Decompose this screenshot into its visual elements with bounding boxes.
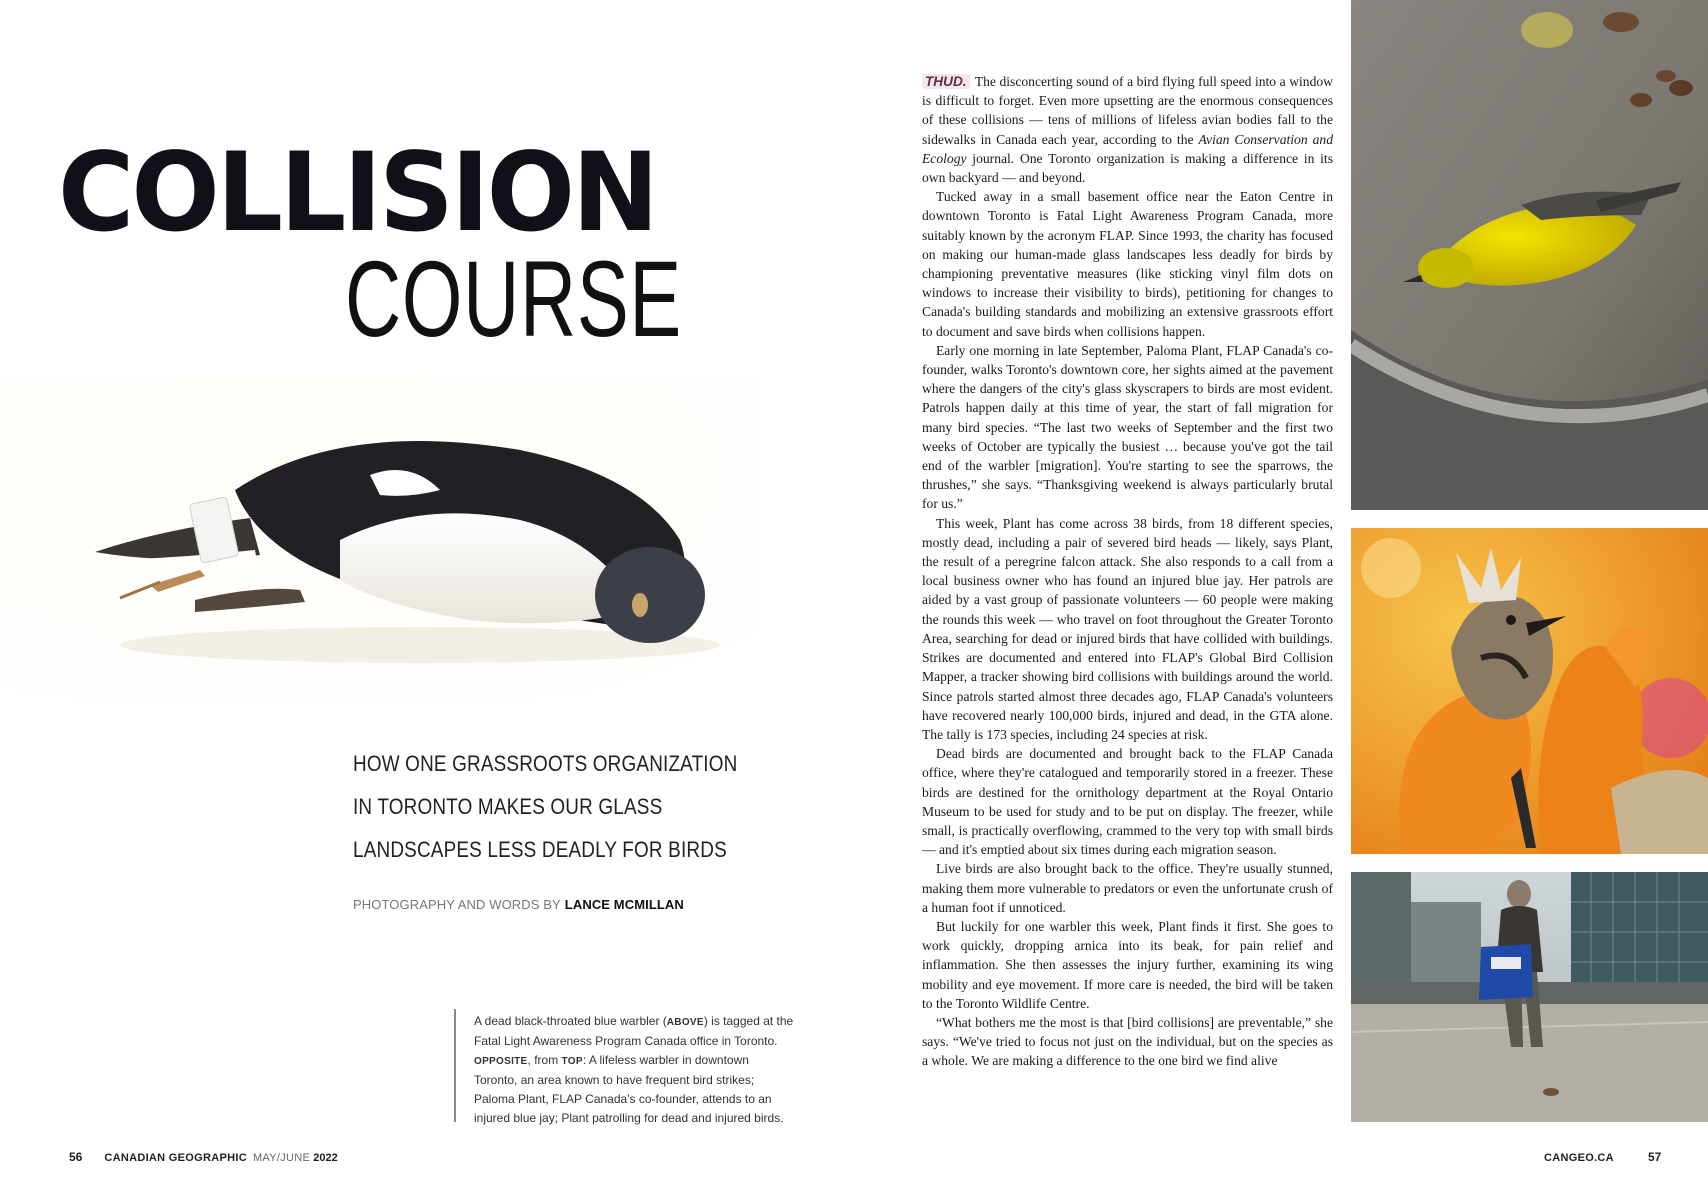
article-paragraph: Live birds are also brought back to the office. They're usually stunned, making them more vulnerable to predators or even the unfortunate crush of a human foot if unnoticed.: [922, 861, 1333, 915]
byline-prefix: PHOTOGRAPHY AND WORDS BY: [353, 897, 561, 912]
journal-title: Avian Conservation and Ecology: [922, 131, 1333, 166]
subtitle-line: HOW ONE GRASSROOTS ORGANIZATION: [353, 751, 738, 776]
article-paragraph: Tucked away in a small basement office near the Eaton Centre in downtown Toronto is Fatal Light Awareness Program Canada, more suitably known by the acronym FLAP. Since 1993, the charity has focused on making our human-made glass landscapes less deadly for birds by championing preventative measures (like sticking vinyl film dots on windows to increase their visibility to birds), petitioning for changes to Canada's building standards and mobilizing an extensive grassroots effort to document and save birds when collisions happen.: [922, 189, 1333, 339]
byline: [353, 897, 684, 912]
caption-direction: ABOVE: [666, 1017, 704, 1028]
headline-line-1: COLLISION: [58, 127, 657, 257]
article-paragraph: Dead birds are documented and brought back to the FLAP Canada office, where they're catalogued and temporarily stored in a freezer. These birds are destined for the ornithology department at the Royal Ontario Museum to be used for study and to be put on display. The freezer, while small, is practically overflowing, crammed to the very top with small birds — and it's emptied about six times during each migration season.: [922, 746, 1333, 858]
page-number: 56: [69, 1150, 83, 1164]
folio-left: [69, 1150, 338, 1164]
caption-text: ) is tagged at the Fatal Light Awareness Program Canada office in Toronto.: [474, 1014, 794, 1048]
caption-direction: TOP: [561, 1056, 583, 1067]
paragraph-text: The disconcerting sound of a bird flying full speed into a window is difficult to forget. Even more upsetting are the enormous consequences of these collisions — tens of millions of lifeless avian bodies fall to the sidewalks in Canada each year, according to the: [922, 74, 1333, 147]
magazine-name: CANADIAN GEOGRAPHIC: [104, 1152, 247, 1164]
subtitle: [353, 742, 773, 871]
article-paragraph: But luckily for one warbler this week, Plant finds it first. She goes to work quickly, dropping arnica into its beak, for pain relief and inflammation. She then assesses the injury further, examining its wing mobility and eye movement. If more care is needed, the bird will be taken to the Toronto Wildlife Centre.: [922, 918, 1333, 1011]
photo-caption: [474, 1012, 794, 1128]
article-body: [922, 72, 1333, 1130]
caption-text: A dead black-throated blue warbler (: [474, 1014, 667, 1028]
caption-text: , from: [527, 1053, 562, 1067]
website: CANGEO.CA: [1544, 1152, 1614, 1164]
article-paragraph: “What bothers me the most is that [bird collisions] are preventable,” she says. “We've tried to focus not just on the individual, but on the species as a whole. We are making a difference to the one bird we find alive: [922, 1014, 1333, 1069]
folio-right: [1544, 1150, 1661, 1164]
paloma-plant-patrolling-photo: [1351, 872, 1708, 1122]
article-paragraph: This week, Plant has come across 38 birds, from 18 different species, mostly dead, including a pair of severed bird heads — likely, says Plant, the result of a peregrine falcon attack. She also responds to a call from a local business owner who has found an injured blue jay. Her patrols are aided by a vast group of passionate volunteers — 60 people were making the rounds this week — who travel on foot throughout the Greater Toronto Area, searching for dead or injured birds that have collided with buildings. Strikes are documented and entered into FLAP's Global Bird Collision Mapper, a tracker showing bird collisions with buildings around the world. Since patrols started almost three decades ago, FLAP Canada's volunteers have recovered nearly 100,000 birds, injured and dead, in the GTA alone. The tally is 173 species, including 24 species at risk.: [922, 515, 1333, 742]
issue-date: MAY/JUNE: [252, 1152, 311, 1164]
article-paragraph: [922, 72, 1333, 187]
paragraph-text: journal. One Toronto organization is making a difference in its own backyard — and beyond.: [922, 150, 1333, 186]
headline-line-2: COURSE: [345, 238, 683, 359]
blue-jay-in-hands-photo: [1351, 528, 1708, 854]
article-paragraph: Early one morning in late September, Paloma Plant, FLAP Canada's co-founder, walks Toronto's downtown core, her sights aimed at the pavement where the dangers of the city's glass skyscrapers to birds are most evident. Patrols happen daily at this time of year, the start of fall migration for many bird species. “The last two weeks of September and the first two weeks of October are typically the busiest … because you've got the tail end of the warbler [migration]. You're starting to see the sparrows, the thrushes,” she says. “Thanksgiving weekend is always particularly brutal for us.”: [922, 342, 1333, 512]
byline-author: LANCE MCMILLAN: [564, 897, 684, 912]
yellow-warbler-on-sidewalk-photo: [1351, 0, 1708, 510]
caption-text: : A lifeless warbler in downtown Toronto, an area known to have frequent bird strikes; Paloma Plant, FLAP Canada's co-founder, attends to an injured blue jay; Plant patrolling for dead and injured birds.: [474, 1053, 784, 1125]
dropword: THUD.: [922, 74, 970, 89]
subtitle-line: LANDSCAPES LESS DEADLY FOR BIRDS: [353, 837, 727, 862]
subtitle-line: IN TORONTO MAKES OUR GLASS: [353, 794, 663, 819]
page-number: 57: [1647, 1150, 1662, 1164]
issue-year: 2022: [313, 1152, 338, 1164]
caption-direction: OPPOSITE: [474, 1056, 528, 1067]
dead-warbler-photo: [0, 380, 760, 700]
caption-divider: [454, 1009, 456, 1122]
